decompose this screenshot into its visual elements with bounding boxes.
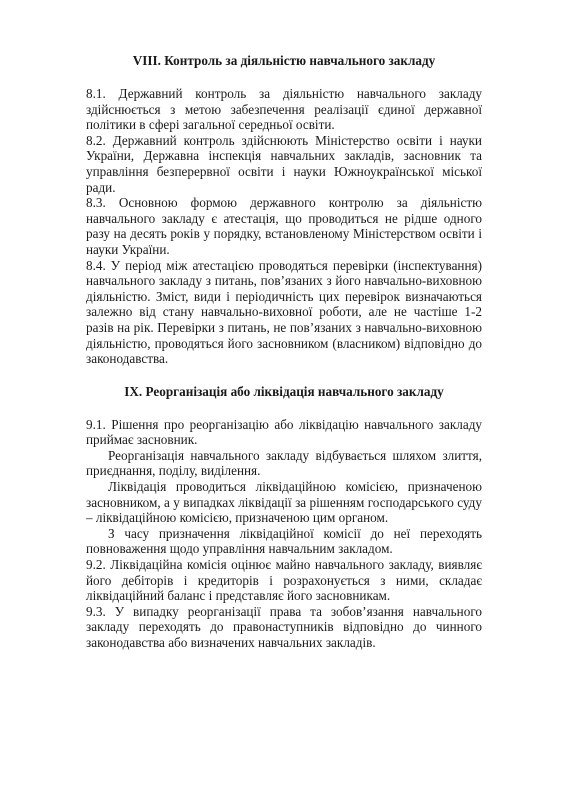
paragraph-8-2: 8.2. Державний контроль здійснюють Міністерство освіти і науки України, Державна інспекція навчальних закладів, засновник та управління безперервної освіти і науки Южноукраїнської міської ради.	[86, 132, 482, 195]
paragraph-9-2: 9.2. Ліквідаційна комісія оцінює майно навчального закладу, виявляє його дебіторів і кредиторів і розрахонується з ними, складає ліквідаційний баланс і представляє його засновникам.	[86, 557, 482, 604]
paragraph-9-1-reorganization: Реорганізація навчального закладу відбувається шляхом злиття, приєднання, поділу, виділення.	[86, 447, 482, 479]
paragraph-9-1: 9.1. Рішення про реорганізацію або ліквідацію навчального закладу приймає засновник.	[86, 416, 482, 448]
paragraph-9-3: 9.3. У випадку реорганізації права та зобов’язання навчального закладу переходять до правонаступників відповідно до чинного законодавства або визначених навчальних закладів.	[86, 603, 482, 650]
paragraph-8-1: 8.1. Державний контроль за діяльністю навчального закладу здійснюється з метою забезпечення реалізації єдиної державної політики в сфері загальної середньої освіти.	[86, 86, 482, 133]
section-9-heading: IX. Реорганізація або ліквідація навчального закладу	[124, 383, 444, 399]
paragraph-8-3: 8.3. Основною формою державного контролю за діяльністю навчального закладу є атестація, що проводиться не рідше одного разу на десять років у порядку, встановленому Міністерством освіти і науки України.	[86, 195, 482, 257]
document-content	[86, 53, 482, 651]
paragraph-8-4: 8.4. У період між атестацією проводяться перевірки (інспектування) навчального закладу з питань, пов’язаних з його навчально-виховною діяльністю. Зміст, види і періодичність цих перевірок визначаються залежно від стану навчально-виховної роботи, але не частіше 1-2 разів на рік. Перевірки з питань, не пов’язаних з навчально-виховною діяльністю, проводяться його засновником (власником) відповідно до законодавства.	[86, 257, 482, 367]
paragraph-9-1-liquidation: Ліквідація проводиться ліквідаційною комісією, призначеною засновником, а у випадках ліквідації за рішенням господарського суду – ліквідаційною комісією, призначеною цим органом.	[86, 479, 482, 526]
section-8-heading: VIII. Контроль за діяльністю навчального закладу	[132, 53, 436, 68]
paragraph-9-1-commission: З часу призначення ліквідаційної комісії до неї переходять повноваження щодо управління навчальним закладом.	[86, 525, 482, 557]
